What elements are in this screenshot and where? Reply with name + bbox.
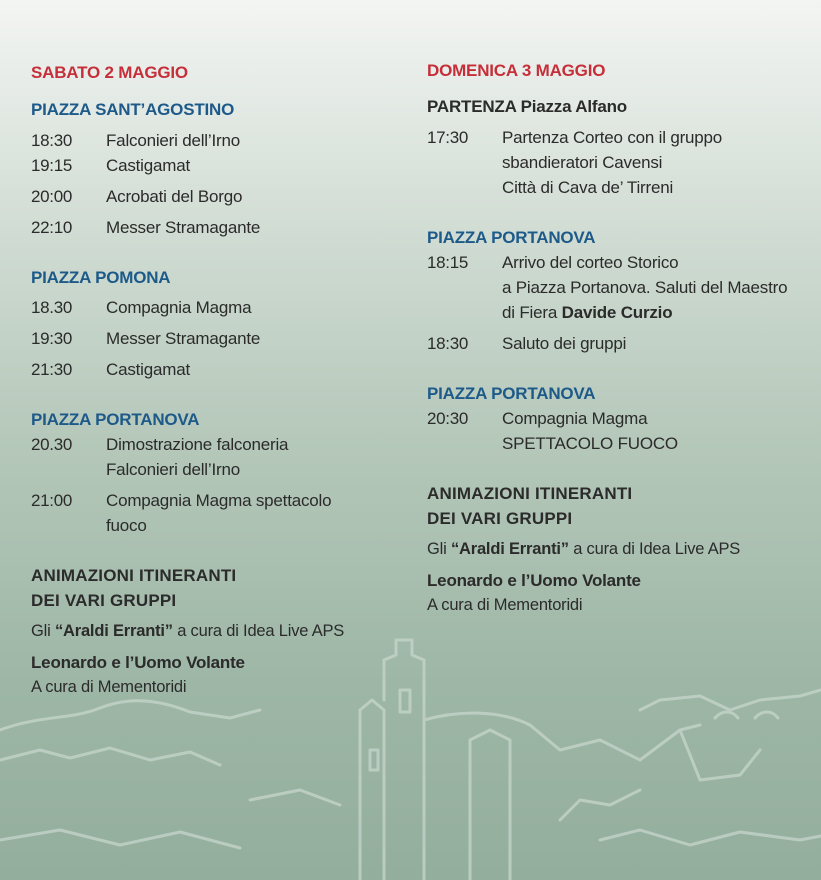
event-act: Castigamat — [106, 360, 190, 379]
leonardo-title: Leonardo e l’Uomo Volante — [427, 571, 641, 590]
event-time: 18:30 — [31, 131, 73, 150]
animations-heading: DEI VARI GRUPPI — [427, 509, 573, 528]
event-act: Compagnia Magma — [106, 298, 252, 317]
credit-suffix: a cura di Idea Live APS — [177, 622, 345, 640]
sunday-day-title: DOMENICA 3 MAGGIO — [427, 61, 606, 80]
credit-prefix: Gli — [31, 622, 51, 640]
group-name: “Araldi Erranti” — [450, 540, 569, 558]
event-act: Saluto dei gruppi — [502, 334, 627, 353]
event-act: Arrivo del corteo Storico — [502, 253, 679, 272]
group-name: “Araldi Erranti” — [54, 622, 173, 640]
credit-suffix: a cura di Idea Live APS — [573, 540, 741, 558]
araldi-erranti-credit — [427, 540, 740, 559]
venue-pomona: PIAZZA POMONA — [31, 268, 171, 287]
leonardo-credit: A cura di Mementoridi — [31, 678, 187, 696]
event-time: 20:00 — [31, 187, 73, 206]
event-act: sbandieratori Cavensi — [502, 153, 663, 172]
event-time: 20.30 — [31, 435, 73, 454]
event-time: 20:30 — [427, 409, 469, 428]
leonardo-title: Leonardo e l’Uomo Volante — [31, 653, 245, 672]
event-time: 22:10 — [31, 218, 73, 237]
event-act-prefix: di Fiera — [502, 303, 558, 322]
event-act: Falconieri dell’Irno — [106, 460, 240, 479]
event-act — [502, 303, 672, 323]
event-time: 19:15 — [31, 156, 73, 175]
saturday-day-title: SABATO 2 MAGGIO — [31, 63, 188, 82]
event-act: Compagnia Magma spettacolo — [106, 491, 332, 510]
event-act: Messer Stramagante — [106, 218, 261, 237]
event-act: a Piazza Portanova. Saluti del Maestro — [502, 278, 788, 297]
animations-heading: DEI VARI GRUPPI — [31, 591, 177, 610]
venue-portanova: PIAZZA PORTANOVA — [31, 410, 200, 429]
departure-place: Piazza Alfano — [520, 97, 627, 116]
event-time: 21:30 — [31, 360, 73, 379]
event-act: Partenza Corteo con il gruppo — [502, 128, 723, 147]
animations-heading: ANIMAZIONI ITINERANTI — [31, 566, 237, 585]
event-act: Compagnia Magma — [502, 409, 648, 428]
event-time: 19:30 — [31, 329, 73, 348]
event-act: Acrobati del Borgo — [106, 187, 243, 206]
event-time: 18.30 — [31, 298, 73, 317]
event-act: Città di Cava de’ Tirreni — [502, 178, 674, 197]
venue-sant-agostino: PIAZZA SANT’AGOSTINO — [31, 100, 235, 119]
animations-heading: ANIMAZIONI ITINERANTI — [427, 484, 633, 503]
event-act: SPETTACOLO FUOCO — [502, 434, 678, 453]
event-time: 18:30 — [427, 334, 469, 353]
event-time: 21:00 — [31, 491, 73, 510]
departure-venue — [427, 97, 627, 117]
event-act: fuoco — [106, 516, 147, 535]
event-act: Dimostrazione falconeria — [106, 435, 289, 454]
araldi-erranti-credit — [31, 622, 344, 641]
venue-portanova: PIAZZA PORTANOVA — [427, 384, 596, 403]
city-outline-illustration — [0, 600, 821, 880]
leonardo-credit: A cura di Mementoridi — [427, 596, 583, 614]
event-time: 18:15 — [427, 253, 469, 272]
venue-portanova: PIAZZA PORTANOVA — [427, 228, 596, 247]
maestro-name: Davide Curzio — [561, 303, 673, 322]
departure-label: PARTENZA — [427, 97, 517, 116]
event-act: Falconieri dell’Irno — [106, 131, 240, 150]
credit-prefix: Gli — [427, 540, 447, 558]
event-act: Castigamat — [106, 156, 190, 175]
event-time: 17:30 — [427, 128, 469, 147]
event-act: Messer Stramagante — [106, 329, 261, 348]
